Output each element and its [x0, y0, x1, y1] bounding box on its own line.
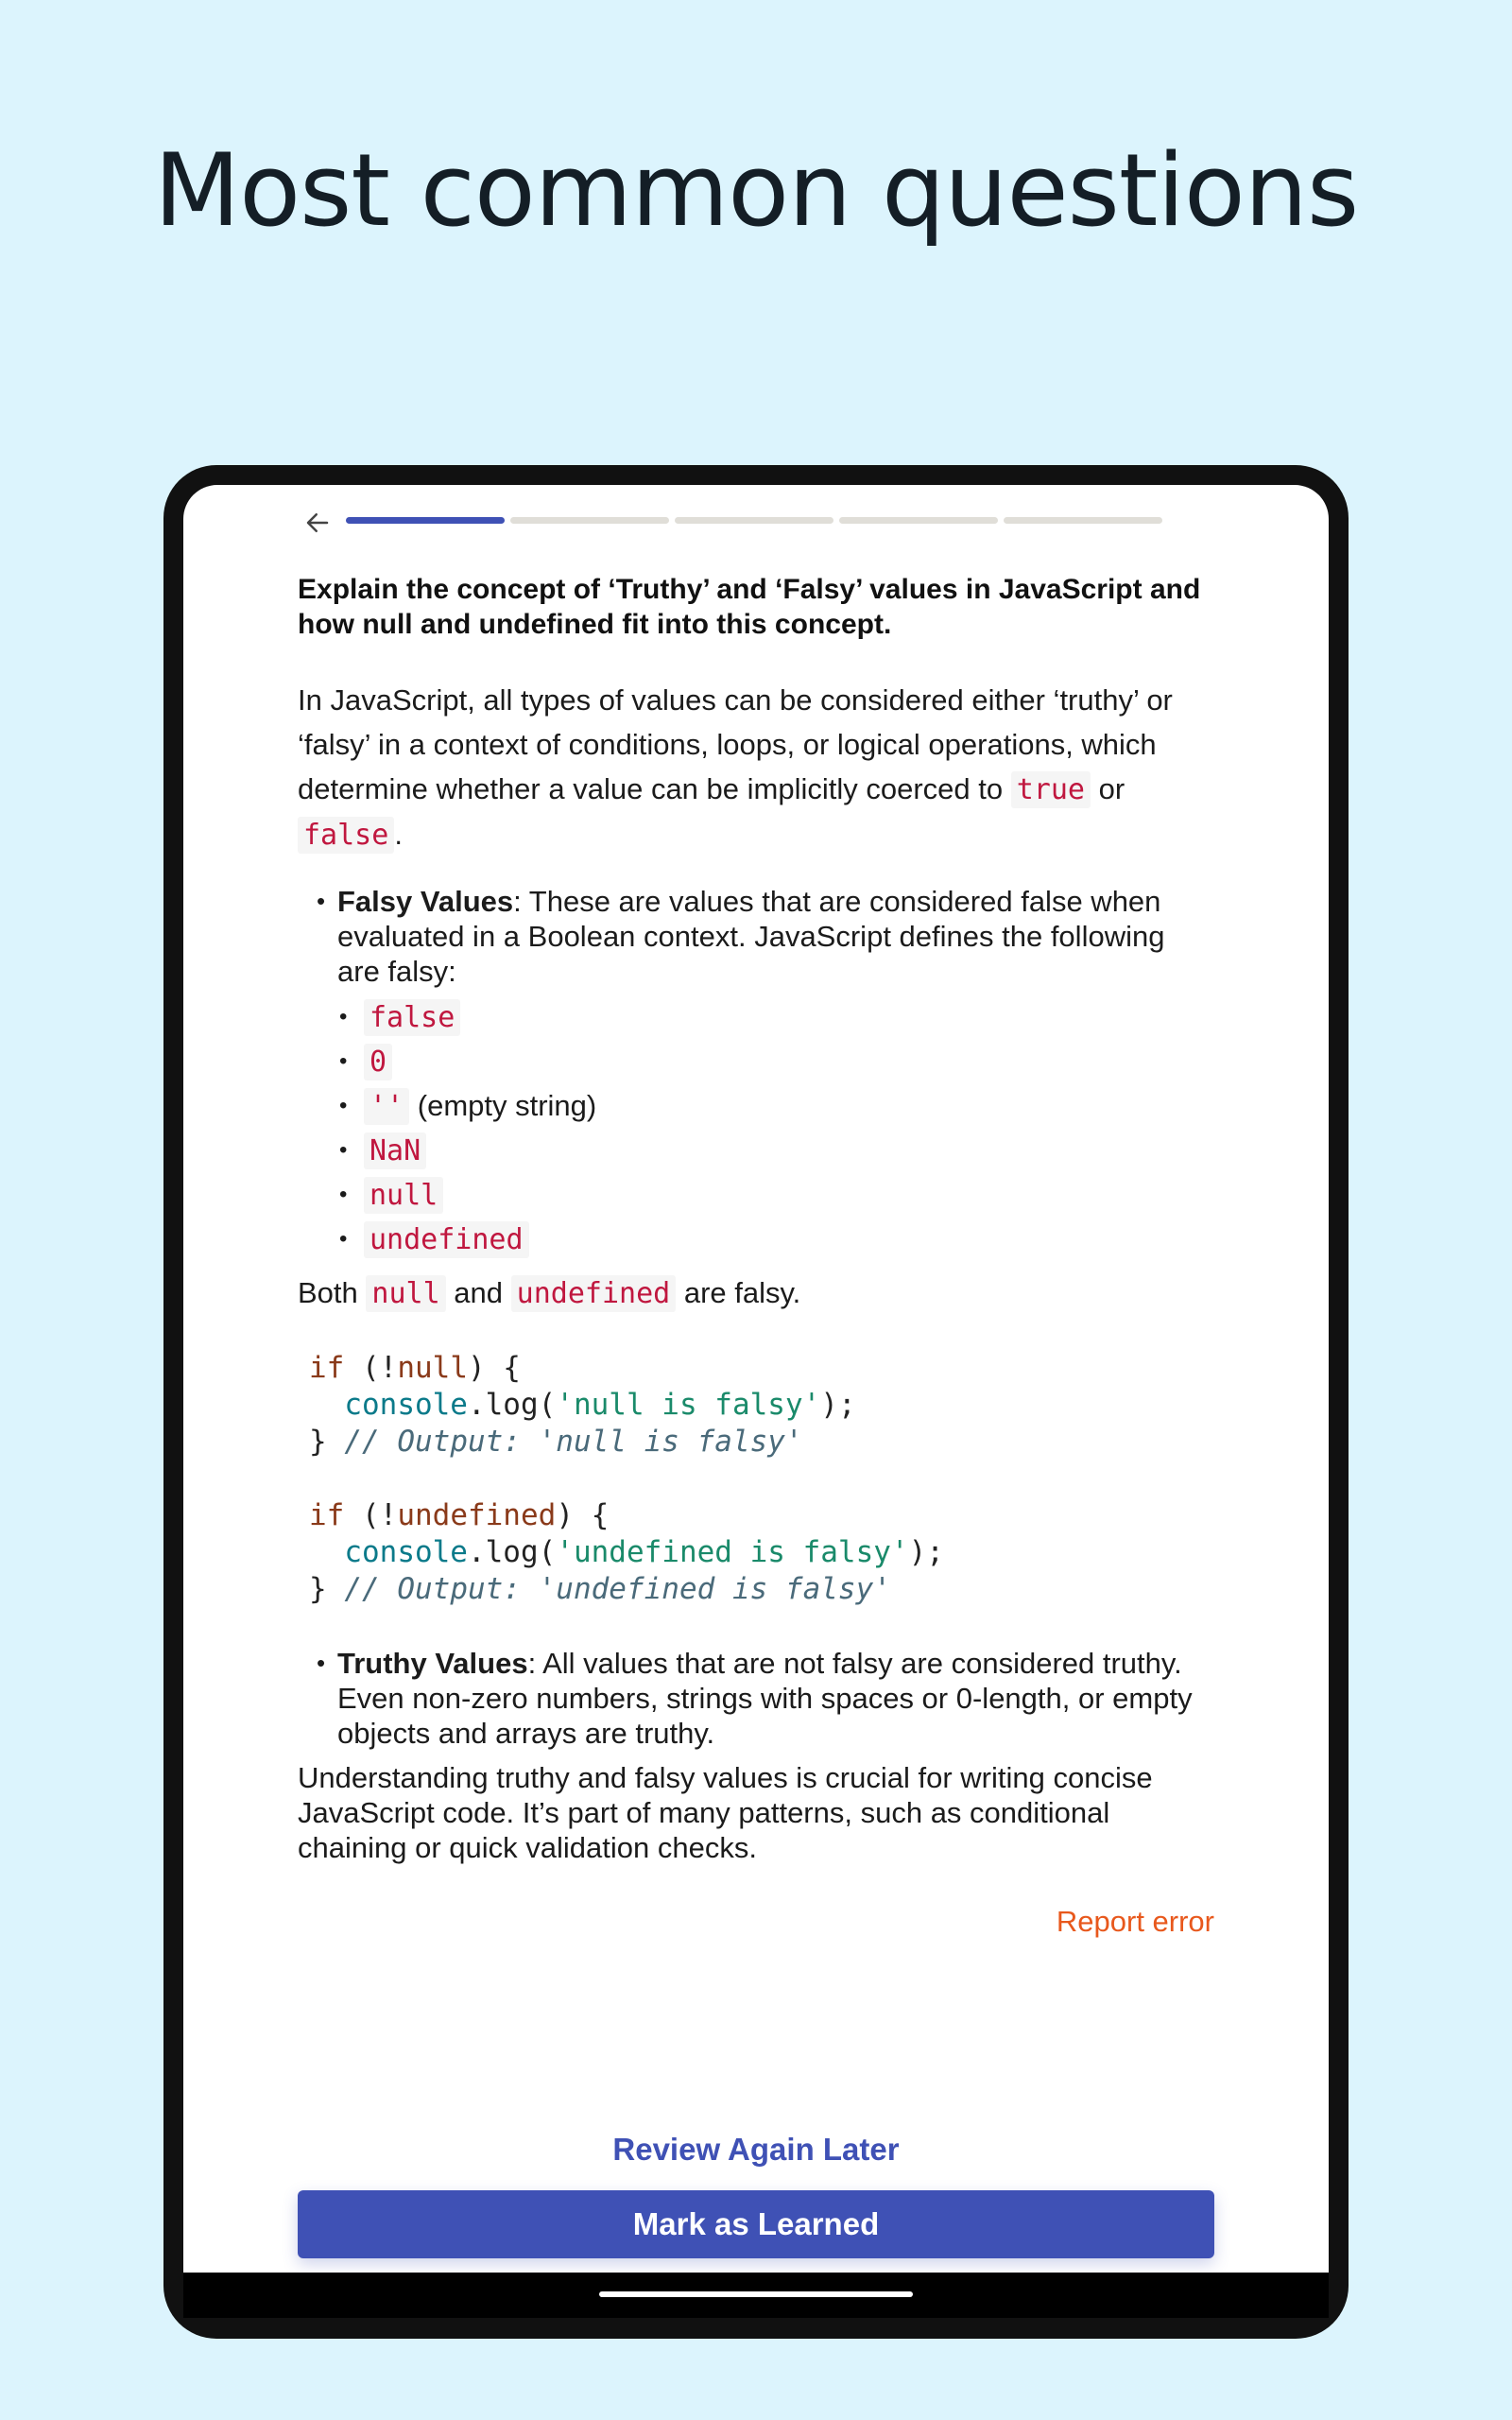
- code-example: [309, 1350, 1214, 1608]
- intro-paragraph: [298, 678, 1214, 857]
- falsy-value: null: [364, 1177, 443, 1214]
- code-true: true: [1011, 771, 1091, 808]
- falsy-text: : These are values that are considered false when evaluated in a Boolean context. JavaScript defines the following are falsy:: [337, 885, 1165, 988]
- code-token: );: [820, 1388, 856, 1422]
- falsy-value: false: [364, 999, 460, 1036]
- code-comment: // Output: 'null is falsy': [344, 1425, 803, 1459]
- app-screen: [183, 485, 1329, 2273]
- falsy-value: '': [364, 1088, 409, 1125]
- code-token: );: [908, 1535, 944, 1569]
- truthy-text: : All values that are not falsy are considered truthy. Even non-zero numbers, strings with spaces or 0-length, or empty objects and arrays are truthy.: [337, 1647, 1193, 1750]
- code-token: ) {: [556, 1498, 610, 1532]
- list-item: [337, 1039, 1214, 1083]
- truthy-label: Truthy Values: [337, 1647, 528, 1680]
- falsy-label: Falsy Values: [337, 885, 514, 918]
- both-and: and: [454, 1276, 504, 1309]
- back-button[interactable]: [297, 502, 338, 544]
- progress-segment: [839, 517, 998, 524]
- code-false: false: [298, 817, 394, 854]
- falsy-values-list: [337, 994, 1214, 1261]
- falsy-bullet: [317, 884, 1214, 1261]
- page-headline: Most common questions: [153, 132, 1359, 249]
- code-token: console: [344, 1535, 468, 1569]
- falsy-value: undefined: [364, 1221, 529, 1258]
- mark-as-learned-button[interactable]: Mark as Learned: [298, 2190, 1214, 2258]
- code-token: 'null is falsy': [556, 1388, 821, 1422]
- code-null: null: [366, 1275, 445, 1312]
- closing-paragraph: Understanding truthy and falsy values is crucial for writing concise JavaScript code. It’s part of many patterns, such as conditional chaining or quick validation checks.: [298, 1761, 1153, 1864]
- list-item: [337, 1083, 1214, 1128]
- code-token: 'undefined is falsy': [556, 1535, 909, 1569]
- truthy-list: [298, 1646, 1214, 1751]
- progress-segment: [510, 517, 669, 524]
- code-token: .log(: [467, 1388, 557, 1422]
- code-token: ) {: [467, 1351, 521, 1385]
- list-item: [337, 1217, 1214, 1261]
- code-token: console: [344, 1388, 468, 1422]
- code-token: undefined: [397, 1498, 557, 1532]
- code-token: (!: [362, 1498, 398, 1532]
- both-suffix: are falsy.: [683, 1276, 801, 1309]
- answer-content: [298, 572, 1214, 1865]
- back-arrow-icon: [303, 509, 332, 537]
- intro-text: In JavaScript, all types of values can be considered either ‘truthy’ or ‘falsy’ in a context of conditions, loops, or logical operations, which determine whether a value can be implicitly coerced to: [298, 683, 1173, 805]
- code-token: if: [309, 1498, 345, 1532]
- progress-segment: [346, 517, 505, 524]
- code-token: }: [309, 1425, 327, 1459]
- both-prefix: Both: [298, 1276, 358, 1309]
- top-bar: [183, 485, 1329, 551]
- question-title: Explain the concept of ‘Truthy’ and ‘Falsy’ values in JavaScript and how null and undefined fit into this concept.: [298, 574, 1201, 640]
- progress-segment: [1004, 517, 1162, 524]
- progress-bar: [346, 517, 1162, 524]
- code-token: .log(: [467, 1535, 557, 1569]
- code-token: }: [309, 1572, 327, 1606]
- intro-end: .: [394, 818, 403, 851]
- truthy-bullet: [317, 1646, 1214, 1751]
- falsy-value: NaN: [364, 1132, 426, 1169]
- intro-or: or: [1098, 772, 1125, 805]
- code-token: (!: [362, 1351, 398, 1385]
- system-nav-bar: [183, 2273, 1329, 2318]
- falsy-value: 0: [364, 1044, 392, 1080]
- progress-segment: [675, 517, 833, 524]
- review-again-later-button[interactable]: Review Again Later: [612, 2132, 900, 2167]
- list-item: [337, 1172, 1214, 1217]
- falsy-list: [298, 884, 1214, 1261]
- both-falsy-line: [298, 1270, 1214, 1316]
- list-item: [337, 994, 1214, 1039]
- code-comment: // Output: 'undefined is falsy': [344, 1572, 891, 1606]
- home-indicator[interactable]: [599, 2291, 913, 2297]
- code-token: if: [309, 1351, 345, 1385]
- code-token: null: [397, 1351, 468, 1385]
- code-undefined: undefined: [511, 1275, 677, 1312]
- report-error-link[interactable]: Report error: [1056, 1905, 1214, 1938]
- list-item: [337, 1128, 1214, 1172]
- empty-string-note: (empty string): [417, 1089, 597, 1122]
